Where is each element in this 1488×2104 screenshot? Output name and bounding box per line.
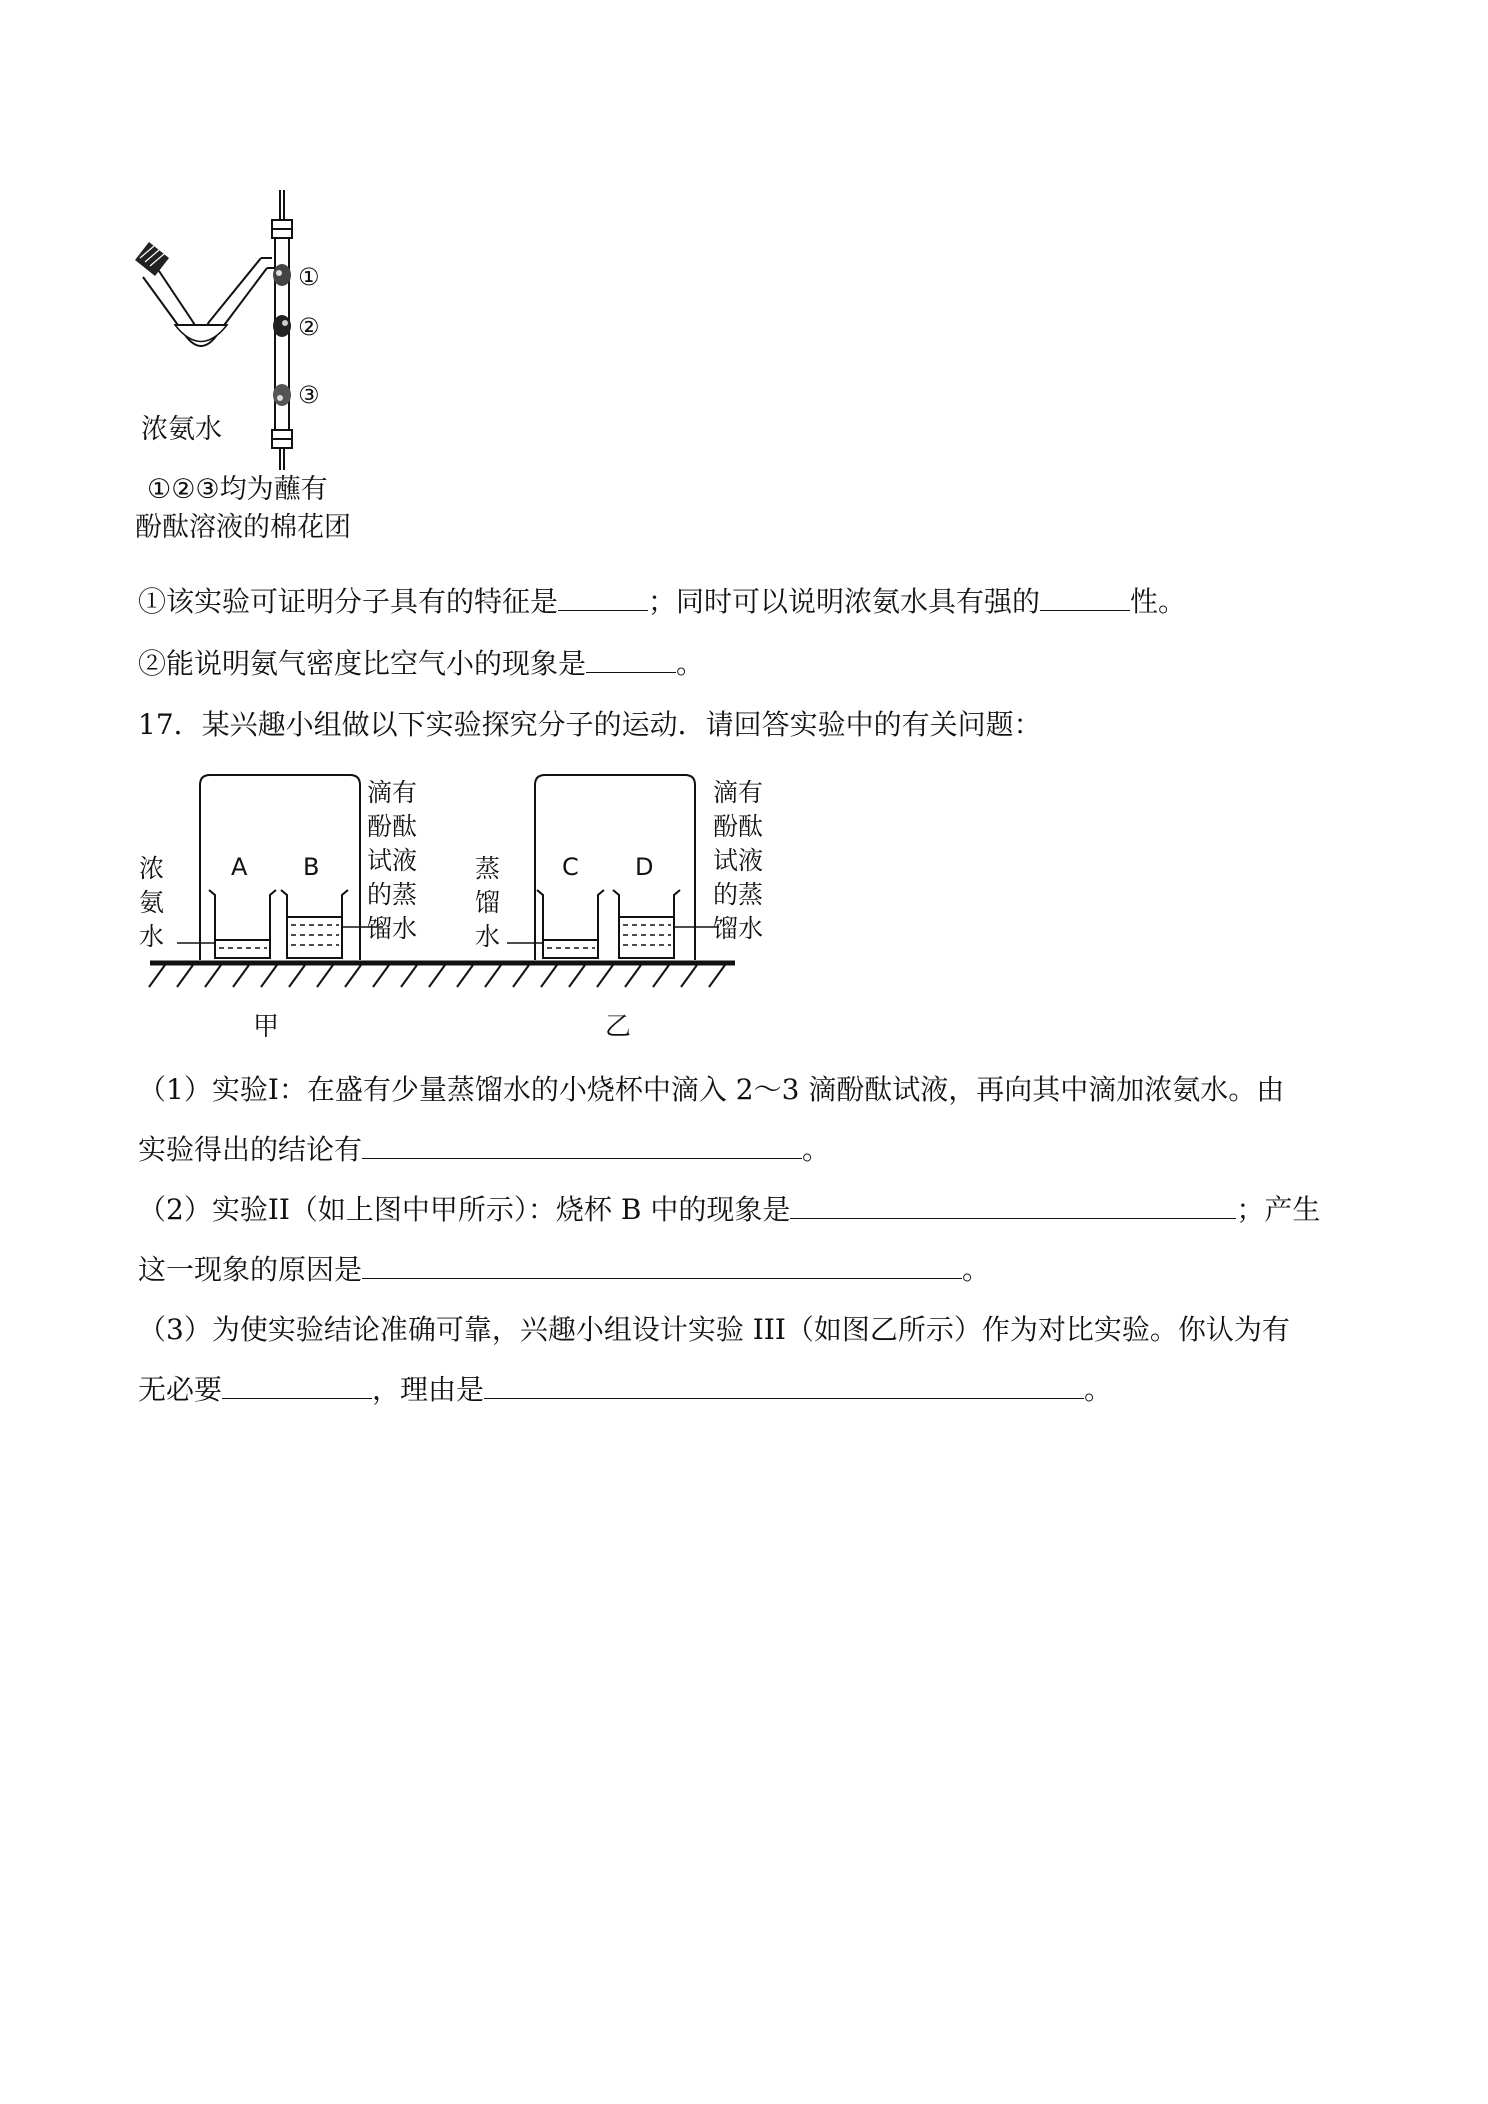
ground-hatch bbox=[485, 965, 501, 987]
q16-line2-text-a: ②能说明氨气密度比空气小的现象是 bbox=[138, 647, 587, 680]
ground-hatch bbox=[149, 965, 165, 987]
ground-hatch bbox=[429, 965, 445, 987]
part1-line1: （1）实验I：在盛有少量蒸馏水的小烧杯中滴入 2～3 滴酚酞试液，再向其中滴加浓氨水。由 bbox=[138, 1073, 1285, 1106]
answer-blank[interactable] bbox=[558, 582, 648, 611]
ground-hatch bbox=[317, 965, 333, 987]
q16-line1-text-c: 性。 bbox=[1130, 585, 1187, 618]
answer-blank[interactable] bbox=[790, 1190, 1236, 1219]
right-label-2-line-4: 的蒸 bbox=[713, 880, 764, 909]
right-label-1-line-5: 馏水 bbox=[367, 914, 418, 943]
ground-hatch bbox=[709, 965, 725, 987]
answer-blank[interactable] bbox=[362, 1250, 962, 1279]
beaker-d-label: D bbox=[635, 853, 654, 881]
right-label-2-line-1: 滴有 bbox=[713, 778, 764, 807]
beaker-a-label: A bbox=[231, 853, 248, 881]
ground-hatch bbox=[205, 965, 221, 987]
answer-blank[interactable] bbox=[484, 1370, 1084, 1399]
ground-hatch bbox=[261, 965, 277, 987]
mid-label-char-3: 水 bbox=[475, 922, 501, 951]
part2-line1 bbox=[138, 1190, 1320, 1230]
ground-hatch bbox=[653, 965, 669, 987]
caption-yi: 乙 bbox=[605, 1012, 632, 1042]
right-label-2-line-2: 酚酞 bbox=[713, 812, 764, 841]
ground-hatch bbox=[345, 965, 361, 987]
right-label-1-line-2: 酚酞 bbox=[367, 812, 418, 841]
left-label-char-1: 浓 bbox=[139, 854, 165, 883]
left-label-char-3: 水 bbox=[139, 922, 165, 951]
answer-blank[interactable] bbox=[586, 644, 676, 673]
ground-hatch bbox=[681, 965, 697, 987]
part2-line2 bbox=[138, 1250, 990, 1290]
part2-line2-text-b: 。 bbox=[962, 1253, 991, 1286]
q17-title: 17．某兴趣小组做以下实验探究分子的运动．请回答实验中的有关问题： bbox=[138, 708, 1042, 741]
ground-hatch bbox=[401, 965, 417, 987]
ground-hatch bbox=[625, 965, 641, 987]
concentrated-ammonia-label: 浓氨水 bbox=[141, 414, 222, 445]
q16-line2-text-b: 。 bbox=[676, 647, 705, 680]
q16-line2 bbox=[138, 644, 704, 684]
answer-blank[interactable] bbox=[362, 1130, 802, 1159]
left-label-char-2: 氨 bbox=[139, 888, 165, 917]
mid-label-char-1: 蒸 bbox=[475, 854, 501, 883]
ground-hatch bbox=[233, 965, 249, 987]
part3-line2 bbox=[138, 1370, 1112, 1410]
part2-line1-text-b: ；产生 bbox=[1236, 1193, 1321, 1226]
part3-line1: （3）为使实验结论准确可靠，兴趣小组设计实验 III（如图乙所示）作为对比实验。你认为有 bbox=[138, 1313, 1290, 1346]
figure1-caption-line2: 酚酞溶液的棉花团 bbox=[135, 512, 351, 543]
v-tube-apparatus-figure bbox=[135, 190, 405, 560]
mid-label-char-2: 馏 bbox=[475, 888, 501, 917]
q16-line1-text-a: ①该实验可证明分子具有的特征是 bbox=[138, 585, 559, 618]
right-label-1-line-1: 滴有 bbox=[367, 778, 418, 807]
figure1-caption-line1: ①②③均为蘸有 bbox=[147, 474, 328, 505]
ground-hatch bbox=[177, 965, 193, 987]
part2-line1-text-a: （2）实验II（如上图中甲所示）：烧杯 B 中的现象是 bbox=[138, 1193, 791, 1226]
q16-line1 bbox=[138, 582, 1186, 622]
part3-line2-text-b: ，理由是 bbox=[372, 1373, 485, 1406]
right-label-2-line-3: 试液 bbox=[713, 846, 764, 875]
part1-line2 bbox=[138, 1130, 830, 1170]
cotton-label-2: ② bbox=[298, 313, 320, 341]
ground-hatch bbox=[597, 965, 613, 987]
beaker-c-label: C bbox=[562, 853, 579, 881]
ground-hatch bbox=[541, 965, 557, 987]
part2-line2-text-a: 这一现象的原因是 bbox=[138, 1253, 363, 1286]
ground-hatch bbox=[289, 965, 305, 987]
ground-hatch bbox=[569, 965, 585, 987]
part3-line2-text-a: 无必要 bbox=[138, 1373, 223, 1406]
beaker-b-label: B bbox=[303, 853, 320, 881]
q16-line1-text-b: ；同时可以说明浓氨水具有强的 bbox=[648, 585, 1041, 618]
right-label-1-line-3: 试液 bbox=[367, 846, 418, 875]
answer-blank[interactable] bbox=[1040, 582, 1130, 611]
stopper-icon bbox=[135, 242, 169, 276]
part3-line2-text-c: 。 bbox=[1084, 1373, 1113, 1406]
right-label-2-line-5: 馏水 bbox=[713, 914, 764, 943]
right-label-1-line-4: 的蒸 bbox=[367, 880, 418, 909]
cotton-label-3: ③ bbox=[298, 381, 320, 409]
answer-blank[interactable] bbox=[222, 1370, 372, 1399]
bell-jar-experiment-figure bbox=[135, 765, 775, 1055]
ground-hatch bbox=[513, 965, 529, 987]
part1-line2-text-a: 实验得出的结论有 bbox=[138, 1133, 363, 1166]
ground-hatch bbox=[457, 965, 473, 987]
ground-hatch bbox=[373, 965, 389, 987]
cotton-label-1: ① bbox=[298, 263, 320, 291]
part1-line2-text-b: 。 bbox=[802, 1133, 831, 1166]
caption-jia: 甲 bbox=[253, 1012, 280, 1042]
